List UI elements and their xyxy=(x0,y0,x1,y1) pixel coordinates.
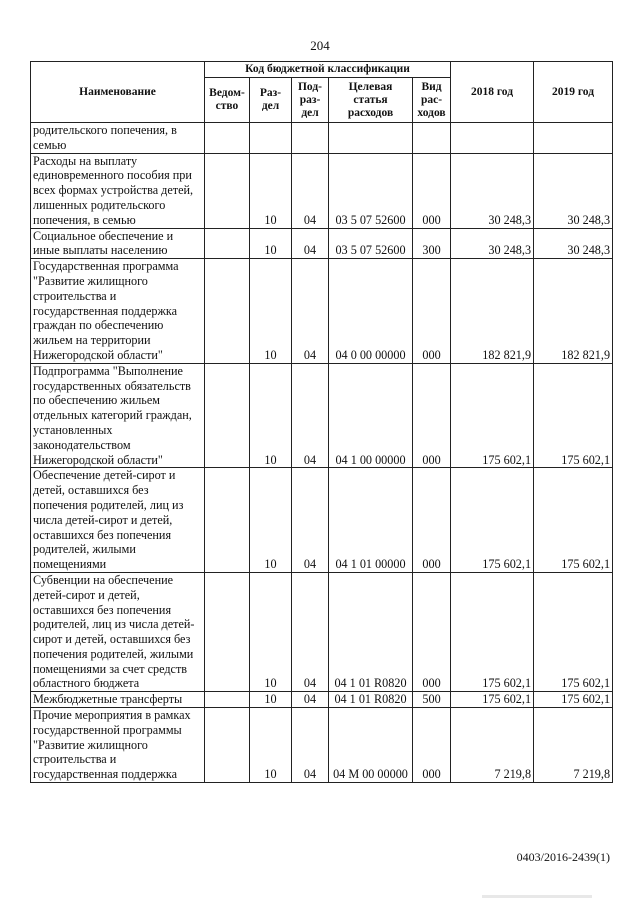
cell-razd: 10 xyxy=(250,692,292,708)
cell-cel: 04 1 01 R0820 xyxy=(329,692,413,708)
cell-y2018: 182 821,9 xyxy=(451,259,534,364)
cell-y2019: 175 602,1 xyxy=(534,363,613,468)
header-podrazdel: Под- раз- дел xyxy=(292,78,329,123)
cell-y2018: 30 248,3 xyxy=(451,228,534,259)
cell-name: Подпрограмма "Выполнение государственных обязательств по обеспечению жильем отдельных категорий граждан, установленных законодательством Нижегородской области" xyxy=(31,363,205,468)
header-razdel: Раз- дел xyxy=(250,78,292,123)
header-2019: 2019 год xyxy=(534,62,613,123)
header-celevaya: Целевая статья расходов xyxy=(329,78,413,123)
cell-ved xyxy=(205,228,250,259)
table-body xyxy=(31,123,613,783)
cell-vid: 000 xyxy=(413,363,451,468)
cell-ved xyxy=(205,692,250,708)
cell-vid: 000 xyxy=(413,468,451,573)
cell-razd: 10 xyxy=(250,153,292,228)
header-vedomstvo: Ведом- ство xyxy=(205,78,250,123)
cell-y2019: 175 602,1 xyxy=(534,692,613,708)
cell-ved xyxy=(205,153,250,228)
cell-name: родительского попечения, в семью xyxy=(31,123,205,154)
cell-podr: 04 xyxy=(292,708,329,783)
cell-podr: 04 xyxy=(292,259,329,364)
cell-y2019: 182 821,9 xyxy=(534,259,613,364)
cell-podr: 04 xyxy=(292,572,329,691)
cell-cel: 04 0 00 00000 xyxy=(329,259,413,364)
cell-ved xyxy=(205,123,250,154)
cell-cel: 04 1 01 00000 xyxy=(329,468,413,573)
cell-name: Субвенции на обеспечение детей-сирот и детей, оставшихся без попечения родителей, лиц из числа детей-сирот и детей, оставшихся без попечения родителей, жилыми помещениями за счет средств областного бюджета xyxy=(31,572,205,691)
table-row xyxy=(31,153,613,228)
cell-ved xyxy=(205,468,250,573)
cell-y2018: 7 219,8 xyxy=(451,708,534,783)
cell-razd: 10 xyxy=(250,259,292,364)
footer-mark xyxy=(482,895,592,898)
cell-y2019: 30 248,3 xyxy=(534,228,613,259)
header-2018: 2018 год xyxy=(451,62,534,123)
document-code: 0403/2016-2439(1) xyxy=(516,850,610,864)
cell-y2018: 175 602,1 xyxy=(451,468,534,573)
cell-razd: 10 xyxy=(250,363,292,468)
cell-y2019: 7 219,8 xyxy=(534,708,613,783)
cell-name: Обеспечение детей-сирот и детей, оставшихся без попечения родителей, лиц из числа детей-сирот и детей, оставшихся без попечения родителей, жилыми помещениями xyxy=(31,468,205,573)
cell-y2018: 175 602,1 xyxy=(451,572,534,691)
cell-vid: 000 xyxy=(413,708,451,783)
cell-y2018: 30 248,3 xyxy=(451,153,534,228)
cell-name: Прочие мероприятия в рамках государственной программы "Развитие жилищного строительства и государственная поддержка xyxy=(31,708,205,783)
cell-ved xyxy=(205,363,250,468)
cell-y2018: 175 602,1 xyxy=(451,363,534,468)
cell-podr: 04 xyxy=(292,468,329,573)
cell-cel: 04 1 00 00000 xyxy=(329,363,413,468)
cell-cel xyxy=(329,123,413,154)
cell-name: Социальное обеспечение и иные выплаты населению xyxy=(31,228,205,259)
table-row xyxy=(31,123,613,154)
cell-ved xyxy=(205,572,250,691)
cell-y2018: 175 602,1 xyxy=(451,692,534,708)
table-row xyxy=(31,259,613,364)
cell-y2019: 175 602,1 xyxy=(534,468,613,573)
cell-podr xyxy=(292,123,329,154)
table-row xyxy=(31,228,613,259)
table-row xyxy=(31,692,613,708)
cell-y2019 xyxy=(534,123,613,154)
cell-vid xyxy=(413,123,451,154)
cell-vid: 000 xyxy=(413,259,451,364)
cell-y2018 xyxy=(451,123,534,154)
cell-vid: 000 xyxy=(413,572,451,691)
table-row xyxy=(31,468,613,573)
cell-razd: 10 xyxy=(250,468,292,573)
budget-table xyxy=(30,61,613,783)
cell-podr: 04 xyxy=(292,692,329,708)
cell-vid: 300 xyxy=(413,228,451,259)
cell-name: Расходы на выплату единовременного пособия при всех формах устройства детей, лишенных родительского попечения, в семью xyxy=(31,153,205,228)
cell-ved xyxy=(205,259,250,364)
cell-razd: 10 xyxy=(250,708,292,783)
table-row xyxy=(31,708,613,783)
cell-podr: 04 xyxy=(292,363,329,468)
cell-razd xyxy=(250,123,292,154)
cell-podr: 04 xyxy=(292,228,329,259)
cell-cel: 03 5 07 52600 xyxy=(329,153,413,228)
cell-razd: 10 xyxy=(250,228,292,259)
cell-ved xyxy=(205,708,250,783)
header-vid: Вид рас- ходов xyxy=(413,78,451,123)
page-number: 204 xyxy=(310,38,330,53)
table-row xyxy=(31,572,613,691)
cell-cel: 04 М 00 00000 xyxy=(329,708,413,783)
cell-vid: 500 xyxy=(413,692,451,708)
cell-cel: 04 1 01 R0820 xyxy=(329,572,413,691)
table-row xyxy=(31,363,613,468)
header-code-group: Код бюджетной классификации xyxy=(205,62,451,78)
cell-name: Межбюджетные трансферты xyxy=(31,692,205,708)
header-name: Наименование xyxy=(31,62,205,123)
cell-podr: 04 xyxy=(292,153,329,228)
cell-y2019: 175 602,1 xyxy=(534,572,613,691)
cell-razd: 10 xyxy=(250,572,292,691)
cell-y2019: 30 248,3 xyxy=(534,153,613,228)
cell-vid: 000 xyxy=(413,153,451,228)
cell-cel: 03 5 07 52600 xyxy=(329,228,413,259)
cell-name: Государственная программа "Развитие жилищного строительства и государственная поддержка граждан по обеспечению жильем на территории Нижегородской области" xyxy=(31,259,205,364)
